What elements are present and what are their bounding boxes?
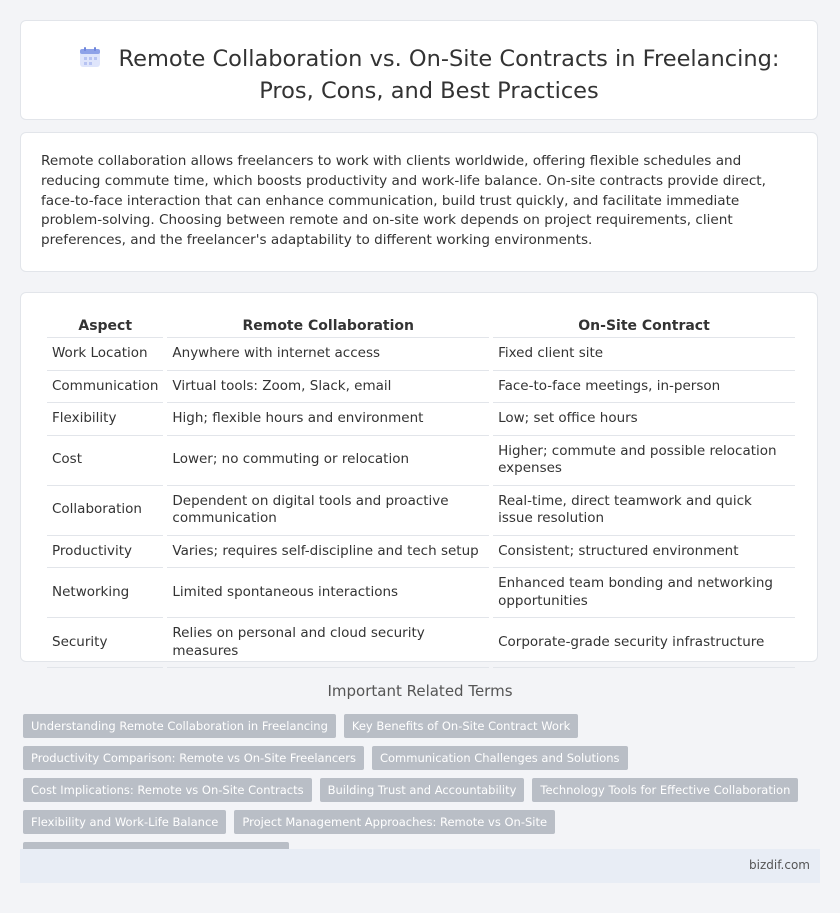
calendar-icon <box>79 45 101 67</box>
row-aspect: Productivity <box>47 536 163 569</box>
related-terms-heading: Important Related Terms <box>327 682 513 700</box>
related-term-link[interactable]: Building Trust and Accountability <box>320 778 525 802</box>
header-onsite: On-Site Contract <box>493 313 795 338</box>
site-link[interactable]: bizdif.com <box>749 858 810 872</box>
row-onsite: Higher; commute and possible relocation expenses <box>493 436 795 486</box>
page-title-wrap <box>61 43 797 107</box>
related-term-link[interactable]: Technology Tools for Effective Collaboration <box>532 778 798 802</box>
related-term-link[interactable]: Project Management Approaches: Remote vs On-Site <box>234 810 555 834</box>
intro-paragraph: Remote collaboration allows freelancers to work with clients worldwide, offering flexible schedules and reducing commute time, which boosts productivity and work-life balance. On-site contracts provide direct, face-to-face interaction that can enhance communication, build trust quickly, and facilitate immediate problem-solving. Choosing between remote and on-site work depends on project requirements, client preferences, and the freelancer's adaptability to different working environments. <box>41 153 766 249</box>
row-onsite: Real-time, direct teamwork and quick issue resolution <box>493 486 795 536</box>
table-row <box>47 568 795 618</box>
header-aspect: Aspect <box>47 313 163 338</box>
row-onsite: Low; set office hours <box>493 403 795 436</box>
row-remote: Virtual tools: Zoom, Slack, email <box>167 371 489 404</box>
related-term-link[interactable]: Productivity Comparison: Remote vs On-Site Freelancers <box>23 746 364 770</box>
row-remote: Lower; no commuting or relocation <box>167 436 489 486</box>
row-onsite: Fixed client site <box>493 338 795 371</box>
table-row <box>47 536 795 569</box>
table-row <box>47 618 795 668</box>
comparison-table-card <box>20 292 818 662</box>
page-title: Remote Collaboration vs. On-Site Contracts in Freelancing: Pros, Cons, and Best Practices <box>118 46 780 104</box>
row-remote: Varies; requires self-discipline and tech setup <box>167 536 489 569</box>
table-row <box>47 436 795 486</box>
row-aspect: Networking <box>47 568 163 618</box>
header-card <box>20 20 818 120</box>
row-onsite: Face-to-face meetings, in-person <box>493 371 795 404</box>
row-remote: High; flexible hours and environment <box>167 403 489 436</box>
row-aspect: Cost <box>47 436 163 486</box>
table-row <box>47 338 795 371</box>
row-remote: Relies on personal and cloud security measures <box>167 618 489 668</box>
related-term-link[interactable]: Communication Challenges and Solutions <box>372 746 628 770</box>
intro-card <box>20 132 818 272</box>
table-row <box>47 403 795 436</box>
related-term-link[interactable]: Key Benefits of On-Site Contract Work <box>344 714 578 738</box>
related-term-link[interactable]: Understanding Remote Collaboration in Freelancing <box>23 714 336 738</box>
row-onsite: Corporate-grade security infrastructure <box>493 618 795 668</box>
row-aspect: Communication <box>47 371 163 404</box>
comparison-table <box>43 313 799 668</box>
table-header-row <box>47 313 795 338</box>
table-row <box>47 486 795 536</box>
row-aspect: Security <box>47 618 163 668</box>
related-term-link[interactable]: Cost Implications: Remote vs On-Site Contracts <box>23 778 312 802</box>
row-remote: Limited spontaneous interactions <box>167 568 489 618</box>
table-row <box>47 371 795 404</box>
row-onsite: Consistent; structured environment <box>493 536 795 569</box>
related-term-link[interactable]: Flexibility and Work-Life Balance <box>23 810 226 834</box>
row-aspect: Flexibility <box>47 403 163 436</box>
related-terms-list <box>23 714 813 866</box>
row-onsite: Enhanced team bonding and networking opportunities <box>493 568 795 618</box>
row-aspect: Collaboration <box>47 486 163 536</box>
row-remote: Dependent on digital tools and proactive communication <box>167 486 489 536</box>
row-remote: Anywhere with internet access <box>167 338 489 371</box>
row-aspect: Work Location <box>47 338 163 371</box>
footer-bar <box>20 849 820 883</box>
header-remote: Remote Collaboration <box>167 313 489 338</box>
